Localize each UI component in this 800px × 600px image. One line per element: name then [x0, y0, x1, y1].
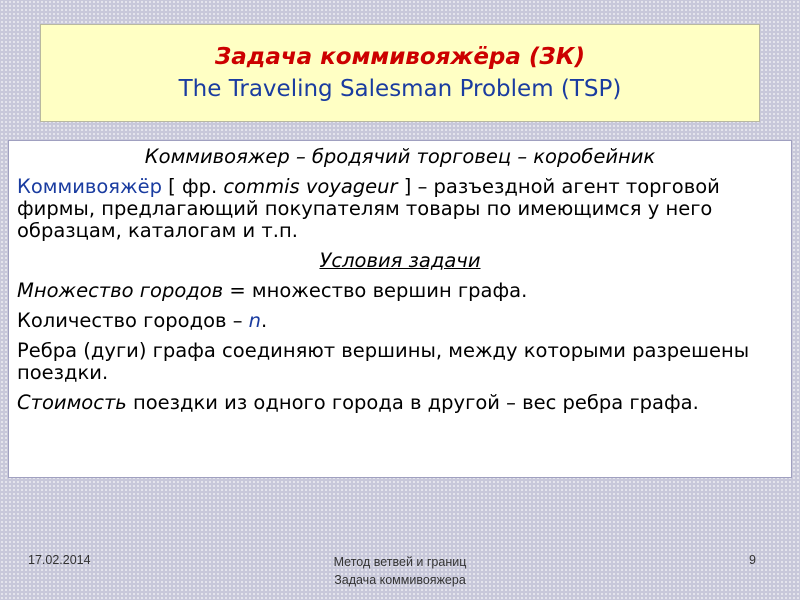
cities-text: = множество вершин графа. [223, 279, 528, 302]
footer-date: 17.02.2014 [28, 553, 91, 567]
cities-paragraph [17, 280, 783, 302]
footer-page-number: 9 [749, 553, 756, 567]
cities-term: Множество городов [17, 279, 224, 302]
definition-bracket: [ фр. [161, 175, 224, 198]
count-paragraph [17, 310, 783, 332]
definition-text: ] – разъездной агент торговой фирмы, предлагающий покупателям товары по имеющимся у него образцам, каталогам и т.п. [17, 175, 720, 242]
title-russian: Задача коммивояжёра (ЗК) [214, 44, 586, 70]
definition-term: Коммивояжёр [17, 175, 162, 198]
content-subtitle: Коммивояжер – бродячий торговец – коробейник [144, 145, 656, 168]
footer-subtopic: Задача коммивояжера [334, 573, 466, 587]
slide-content-box [8, 140, 792, 478]
definition-paragraph [17, 176, 783, 242]
title-english: The Traveling Salesman Problem (TSP) [178, 76, 622, 102]
edges-paragraph: Ребра (дуги) графа соединяют вершины, между которыми разрешены поездки. [17, 339, 750, 384]
count-variable: n [248, 309, 262, 332]
cost-term: Стоимость [17, 391, 127, 414]
definition-french: commis voyageur [223, 175, 398, 198]
count-end: . [261, 309, 268, 332]
cost-paragraph [17, 392, 783, 414]
slide-title-box [40, 24, 760, 122]
cost-text: поездки из одного города в другой – вес ребра графа. [126, 391, 699, 414]
footer-center [280, 553, 520, 589]
count-text: Количество городов – [17, 309, 249, 332]
conditions-heading: Условия задачи [319, 249, 481, 272]
footer-topic: Метод ветвей и границ [333, 555, 467, 569]
